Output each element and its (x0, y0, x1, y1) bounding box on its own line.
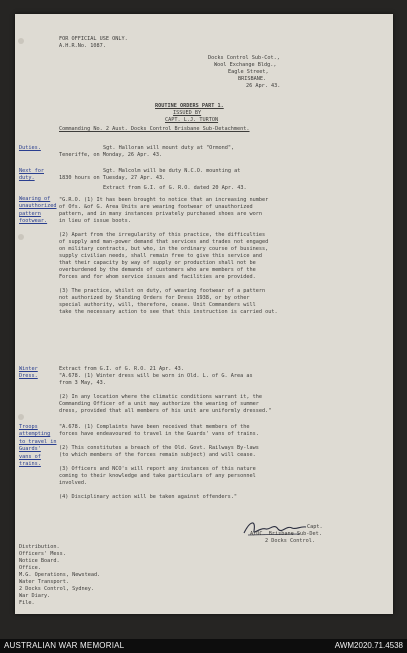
label-footwear: Wearing of unauthorized pattern footwear. (19, 196, 57, 225)
troops-vans-body: "A.678. (1) Complaints have been received that members of the forces have endeavoured to travel in the Guards' vans of trains. (2) This constitutes a breach of the Old. Govt. Railways By-laws (to which members of the forces remain subject) and will cease. (3) Officers and NCO's will report any instances of this nature coming to their knowledge and take particulars of any personnel involved. (4) Disciplinary action will be taken against offenders." (59, 424, 259, 500)
signature-block: Capt. A/OC. Brisbane Sub-Det. 2 Docks Control. (250, 524, 323, 544)
label-troops-vans: Troops attempting to travel in Guards' vans of trains. (19, 424, 57, 468)
reference-number: A.H.R.No. 1087. (59, 43, 106, 49)
commanding-line: Commanding No. 2 Aust. Docks Control Brisbane Sub-Detachment. (59, 126, 250, 132)
duties-body: Sgt. Halloran will mount duty at "Ormond", Teneriffe, on Monday, 26 Apr. 43. (59, 145, 235, 158)
footer-accession-number: AWM2020.71.4538 (334, 641, 403, 650)
address-line: Eagle Street, (228, 69, 269, 75)
footer-source: AUSTRALIAN WAR MEMORIAL (4, 641, 125, 650)
footer-bar (0, 639, 407, 653)
label-winter-dress: Winter Dress. (19, 366, 38, 380)
next-duty-body: Sgt. Malcolm will be duty N.C.O. mounting at 1830 hours on Tuesday, 27 Apr. 43. (59, 168, 241, 181)
address-line: Wool Exchange Bldg., (214, 62, 277, 68)
address-line: BRISBANE. (238, 76, 267, 82)
punch-hole (18, 234, 24, 240)
classification: FOR OFFICIAL USE ONLY. (59, 36, 128, 42)
heading-officer: CAPT. L.J. TURTON (165, 117, 219, 123)
label-duties: Duties. (19, 145, 41, 151)
punch-hole (18, 414, 24, 420)
sender-address (208, 55, 280, 90)
heading: ROUTINE ORDERS PART 1. (155, 103, 224, 109)
label-next-duty: Next for duty. (19, 168, 44, 182)
address-line: 26 Apr. 43. (246, 83, 281, 89)
punch-hole (18, 38, 24, 44)
heading-issued: ISSUED BY (173, 110, 202, 116)
winter-dress-body: Extract from G.I. of G. R.O. 21 Apr. 43. "A.678. (1) Winter dress will be worn in Old. L. of G. Area as from 3 May, 43. (2) In any location where the climatic conditions warrant it, the Commanding Officer of a unit may authorize the wearing of summer dress, provided that all members of his unit are uniformly dressed." (59, 366, 272, 414)
document-page (15, 14, 393, 614)
footwear-body: Extract from G.I. of G. R.O. dated 20 Apr. 43. "G.R.O. (1) It has been brought to notice that an increasing number of Ofs. &of G. Area Units are wearing footwear of unauthorized pattern, and in many instances privately purchased shoes are worn in lieu of issue boots. (2) Apart from the irregularity of this practice, the difficulties of supply and man-power demand that services and trades not engaged on military contracts, but who, in the ordinary course of business, supply civilian needs, shall remain free to give this service and that their capacity by way of supply or production shall not be overburdened by the demands of customers who are members of the Forces and for whom service issues and facilities are provided. (3) The practice, whilst on duty, of wearing footwear of a pattern not authorized by Standing Orders for Dress 1938, or by other special authority, will, therefore, cease. Unit Commanders will take the necessary action to see that this instruction is carried out. (59, 185, 278, 315)
address-line: Docks Control Sub-Cot., (208, 55, 280, 61)
distribution-list: Distribution. Officers' Mess. Notice Board. Office. M.G. Operations, Newstead. Water Transport. 2 Docks Control, Sydney. War Diary. File. (19, 544, 101, 606)
